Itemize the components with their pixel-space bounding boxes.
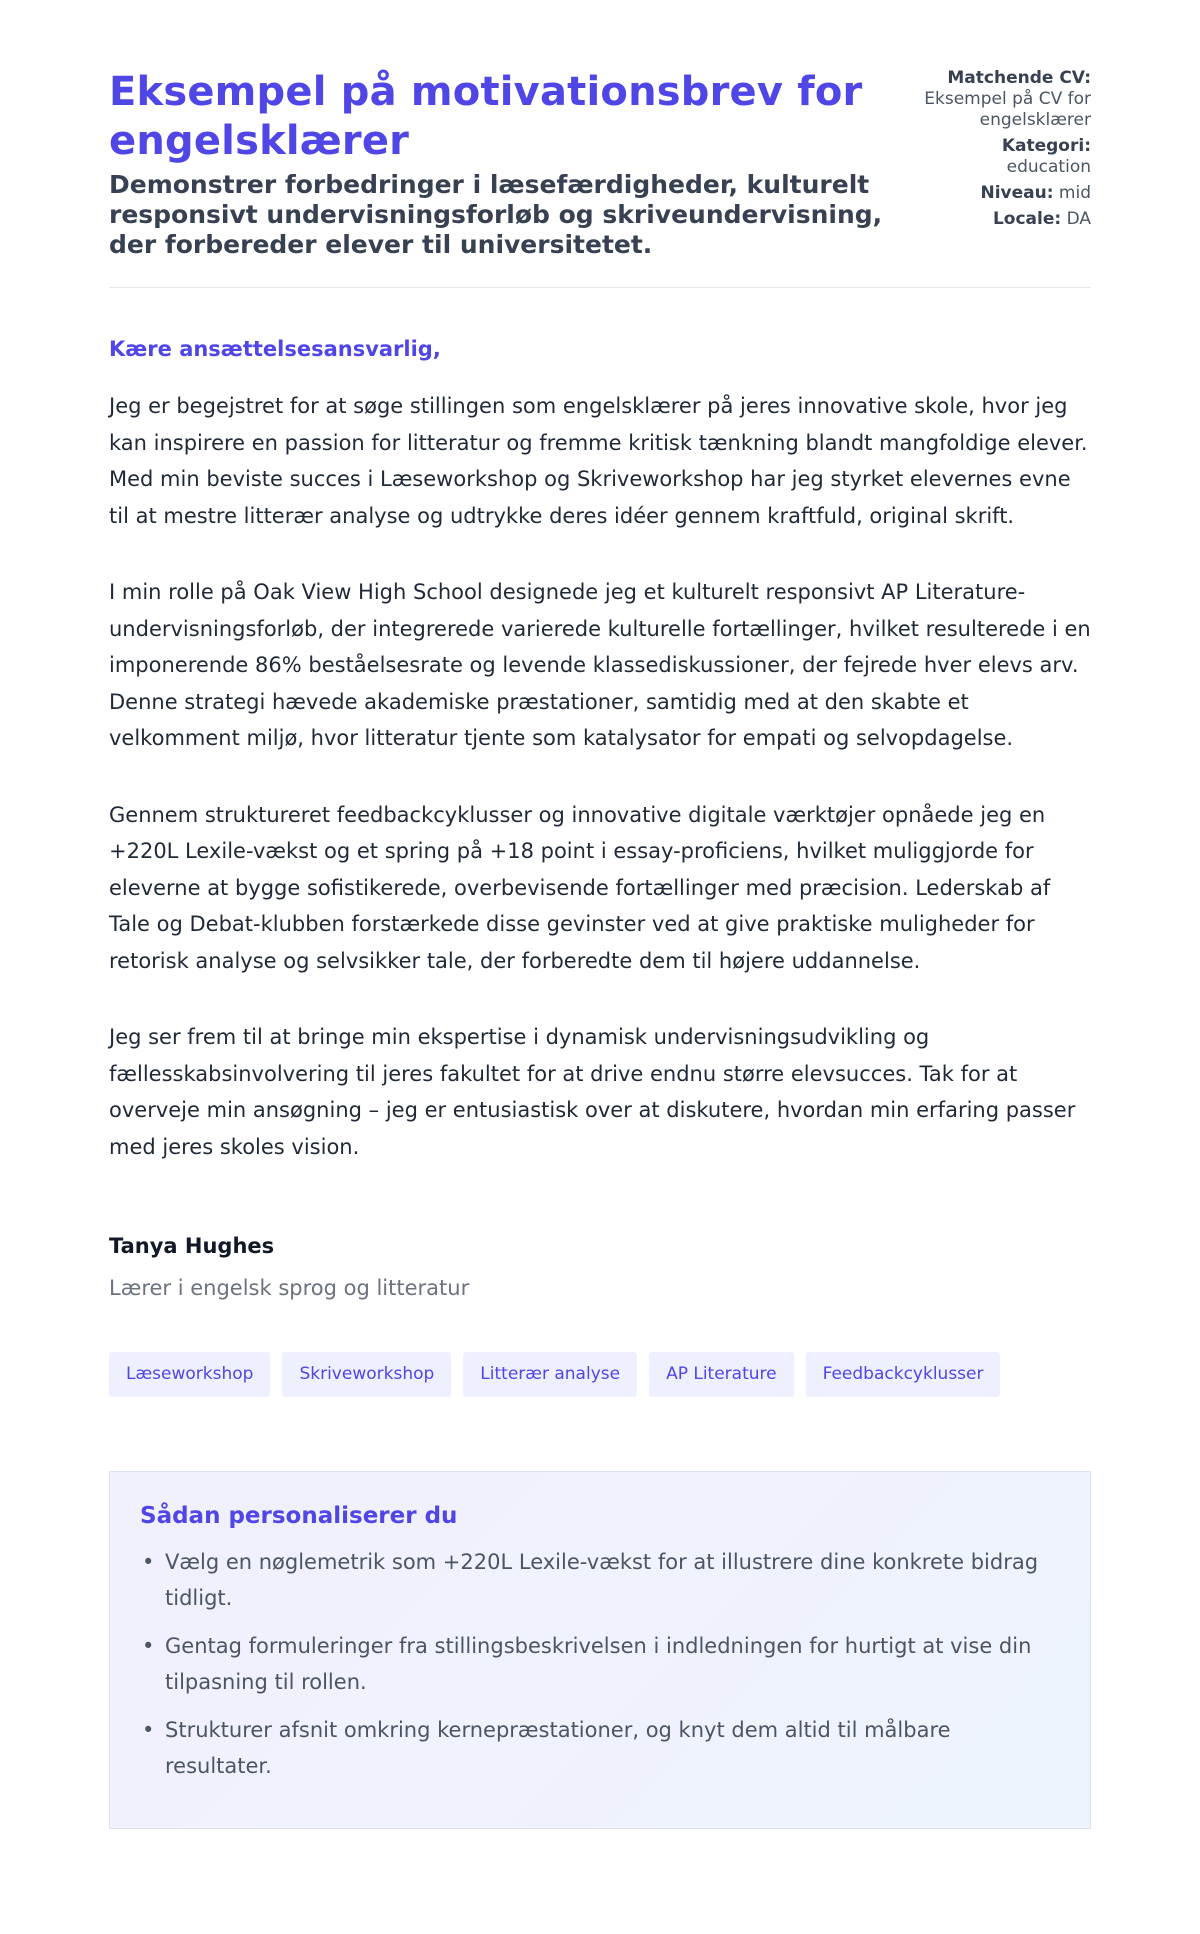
letter-body [109, 388, 1091, 1165]
category-value: education [1006, 157, 1091, 177]
tip-text: Gentag formuleringer fra stillingsbeskrivelsen i indledningen for hurtigt at vise din tilpasning til rollen. [165, 1634, 1032, 1694]
tip-item [140, 1628, 1060, 1700]
tips-list [140, 1544, 1060, 1784]
tip-text: Vælg en nøglemetrik som +220L Lexile-vækst for at illustrere dine konkrete bidrag tidligt. [165, 1550, 1039, 1610]
signature-name: Tanya Hughes [109, 1234, 275, 1258]
letter-paragraph: Gennem struktureret feedbackcyklusser og innovative digitale værktøjer opnåede jeg en +220L Lexile-vækst og et spring på +18 point i essay-proficiens, hvilket muliggjorde for eleverne at bygge sofistikerede, overbevisende fortællinger med præcision. Lederskab af Tale og Debat-klubben forstærkede disse gevinster ved at give praktiske muligheder for retorisk analyse og selvsikker tale, der forberedte dem til højere uddannelse. [109, 802, 1051, 973]
page-subtitle: Demonstrer forbedringer i læsefærdigheder, kulturelt responsivt undervisningsforløb og skriveundervisning, der forbereder elever til universitetet. [109, 170, 883, 259]
tip-item [140, 1712, 1060, 1784]
locale-value: DA [1066, 209, 1091, 229]
bullet-icon: • [142, 1634, 155, 1658]
tip-item [140, 1544, 1060, 1616]
tip-text: Strukturer afsnit omkring kernepræstationer, og knyt dem altid til målbare resultater. [165, 1718, 951, 1778]
letter-paragraph: Jeg er begejstret for at søge stillingen som engelsklærer på jeres innovative skole, hvor jeg kan inspirere en passion for litteratur og fremme kritisk tænkning blandt mangfoldige elever. Med min beviste succes i Læseworkshop og Skriveworkshop har jeg styrket elevernes evne til at mestre litterær analyse og udtrykke deres idéer gennem kraftfuld, original skrift. [109, 394, 1088, 528]
signature-block [109, 1233, 1091, 1301]
level-row [895, 183, 1091, 204]
matching-cv-label: Matchende CV: [947, 68, 1091, 88]
letter-paragraph: I min rolle på Oak View High School designede jeg et kulturelt responsivt AP Literature-undervisningsforløb, der integrerede varierede kulturelle fortællinger, hvilket resulterede i en imponerende 86% beståelsesrate og levende klassediskussioner, der fejrede hver elevs arv. Denne strategi hævede akademiske præstationer, samtidig med at den skabte et velkomment miljø, hvor litteratur tjente som katalysator for empati og selvopdagelse. [109, 580, 1091, 750]
letter-greeting: Kære ansættelsesansvarlig, [109, 337, 441, 361]
letter-header [109, 0, 1091, 288]
meta-panel [895, 68, 1091, 287]
skill-tag: AP Literature [649, 1352, 794, 1397]
skill-tag: Litterær analyse [463, 1352, 637, 1397]
skill-tags [109, 1352, 1091, 1397]
locale-row [895, 209, 1091, 230]
skill-tag: Læseworkshop [109, 1352, 270, 1397]
bullet-icon: • [142, 1550, 155, 1574]
skill-tag: Feedbackcyklusser [806, 1352, 1001, 1397]
locale-label: Locale: [992, 209, 1062, 229]
signature-role: Lærer i engelsk sprog og litteratur [109, 1276, 470, 1300]
category-label: Kategori: [1001, 136, 1091, 156]
page-title: Eksempel på motivationsbrev for engelsklærer [109, 69, 863, 164]
letter-paragraph: Jeg ser frem til at bringe min ekspertise i dynamisk undervisningsudvikling og fællesskabsinvolvering til jeres fakultet for at drive endnu større elevsucces. Tak for at overveje min ansøgning – jeg er entusiastisk over at diskutere, hvordan min erfaring passer med jeres skoles vision. [109, 1025, 1076, 1159]
level-value: mid [1058, 183, 1091, 203]
title-block [109, 68, 895, 287]
level-label: Niveau: [980, 183, 1054, 203]
personalization-tips-box [109, 1471, 1091, 1829]
skill-tag: Skriveworkshop [282, 1352, 451, 1397]
tips-title: Sådan personaliserer du [140, 1503, 458, 1529]
bullet-icon: • [142, 1718, 155, 1742]
matching-cv-value: Eksempel på CV for engelsklærer [924, 89, 1091, 130]
